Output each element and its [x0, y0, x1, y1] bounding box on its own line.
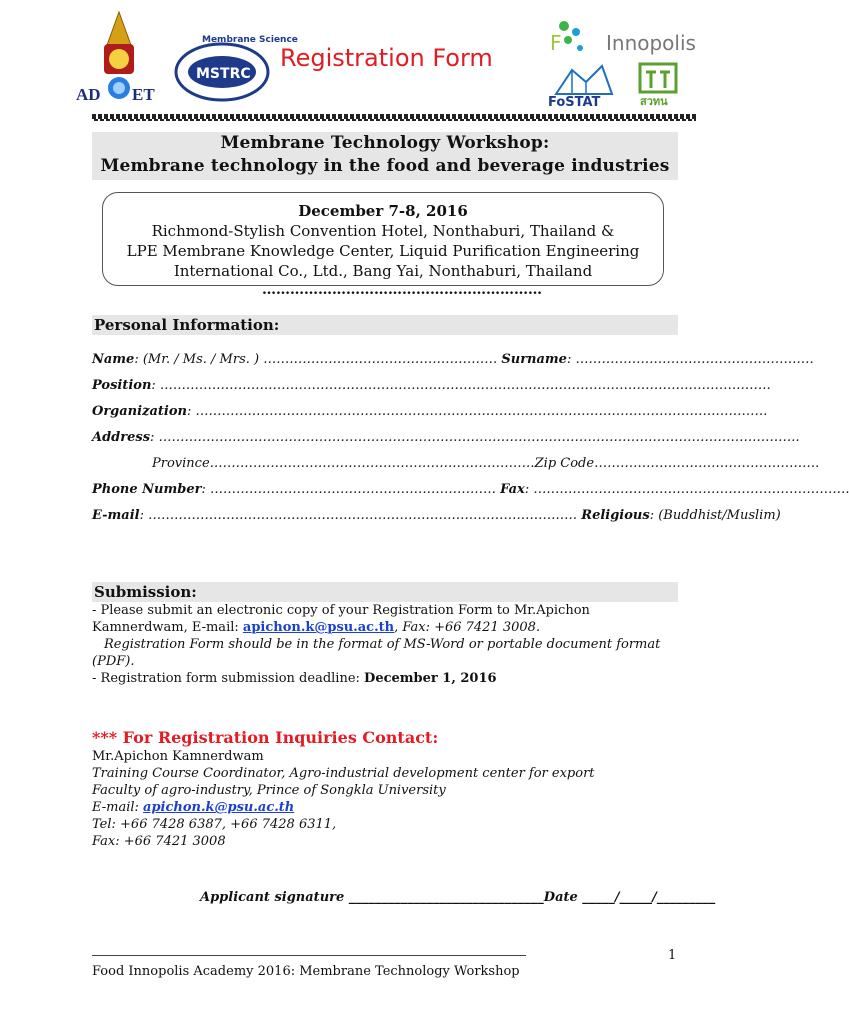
province-zip-field[interactable]: Province…………………………………………………………………Zip Code……………………………………………. [152, 456, 820, 471]
food-innopolis-logo [548, 18, 696, 62]
surname-blank[interactable]: : ………………………………………………. [566, 352, 814, 367]
submission-line2: Registration Form should be in the format of MS-Word or portable document format [104, 637, 661, 652]
phone-fax-field[interactable] [92, 482, 849, 497]
organization-label: Organization [92, 404, 187, 419]
fostat-logo [546, 64, 620, 108]
logo-text-ad: AD [76, 85, 101, 104]
contact-name: Mr.Apichon Kamnerdwam [92, 749, 264, 764]
venue-line3: International Co., Ltd., Bang Yai, Nonthaburi, Thailand [173, 262, 593, 280]
fax-blank[interactable]: : ………………………………………………………………. [524, 482, 849, 497]
email-label: E-mail [92, 508, 140, 523]
signature-label: Applicant signature [200, 890, 349, 905]
fax-label: Fax [500, 482, 525, 497]
submission-deadline-line: - Registration form submission deadline: December 1, 2016 [92, 671, 497, 686]
stdc-text: สวทน [640, 95, 668, 108]
mstrc-text: MSTRC [196, 66, 251, 82]
fostat-text: FoSTAT [548, 95, 601, 110]
fi-prefix: F [550, 31, 562, 55]
workshop-title-band [92, 132, 678, 180]
contact-tel: Tel: +66 7428 6387, +66 7428 6311, [92, 817, 337, 832]
footer-text: Food Innopolis Academy 2016: Membrane Technology Workshop [92, 964, 520, 979]
date-label: Date [543, 890, 583, 905]
header-divider-2 [92, 119, 696, 121]
submission-text [92, 602, 678, 687]
stdc-logo [638, 62, 678, 108]
mstrc-arc-text: Membrane Science [202, 35, 298, 45]
submission-line3: (PDF). [92, 654, 135, 669]
phone-label: Phone Number [92, 482, 202, 497]
organization-field[interactable] [92, 404, 767, 419]
signature-blank[interactable]: ______________________________ [348, 890, 544, 905]
workshop-title-line1: Membrane Technology Workshop: [220, 133, 550, 153]
name-blank[interactable]: : (Mr. / Ms. / Mrs. ) ……………………………………………… [134, 352, 502, 367]
contact-fax: Fax: +66 7421 3008 [92, 834, 226, 849]
submission-email-link[interactable]: apichon.k@psu.ac.th [242, 620, 395, 635]
contact-details [92, 748, 595, 850]
venue-dots: …………………………………………………… [262, 282, 542, 298]
organization-blank[interactable]: : …………………………………………………………………………………………………………………… [186, 404, 768, 419]
submission-line1: Kamnerdwam, E-mail: apichon.k@psu.ac.th, Fax: +66 7421 3008. [92, 620, 541, 635]
page-number: 1 [668, 948, 677, 963]
position-blank[interactable]: : …………………………………………………………………………………………………………………………… [151, 378, 771, 393]
contact-heading: *** For Registration Inquiries Contact: [92, 728, 439, 747]
address-blank[interactable]: : …………………………………………………………………………………………………………………………………. [150, 430, 800, 445]
form-title: Registration Form [280, 44, 493, 72]
logo-text-et: ET [132, 85, 155, 104]
signature-date-line[interactable] [200, 890, 715, 905]
submission-line1a: - Please submit an electronic copy of your Registration Form to Mr.Apichon [92, 603, 590, 618]
email-religious-field[interactable] [92, 508, 781, 523]
date-venue-box [102, 192, 664, 286]
surname-label: Surname [501, 352, 567, 367]
address-field[interactable] [92, 430, 800, 445]
venue-line1: Richmond-Stylish Convention Hotel, Nonthaburi, Thailand & [151, 222, 615, 240]
contact-faculty: Faculty of agro-industry, Prince of Songkla University [92, 783, 446, 798]
submission-heading: Submission: [92, 582, 678, 602]
position-field[interactable] [92, 378, 771, 393]
venue-line2: LPE Membrane Knowledge Center, Liquid Purification Engineering [126, 242, 640, 260]
submission-deadline: December 1, 2016 [364, 671, 497, 686]
email-blank[interactable]: : ……………………………………………………………………………………… [139, 508, 582, 523]
adicet-logo [74, 8, 164, 108]
workshop-date: December 7-8, 2016 [298, 202, 468, 220]
position-label: Position [92, 378, 152, 393]
workshop-title-line2: Membrane technology in the food and beverage industries [100, 156, 670, 176]
religious-label: Religious [581, 508, 650, 523]
footer-rule [92, 955, 526, 956]
contact-email-link[interactable]: apichon.k@psu.ac.th [143, 800, 295, 815]
mstrc-logo [168, 30, 298, 108]
contact-email-line: E-mail: apichon.k@psu.ac.th [92, 800, 295, 815]
contact-role: Training Course Coordinator, Agro-industrial development center for export [92, 766, 595, 781]
name-label: Name [92, 352, 135, 367]
address-label: Address [92, 430, 151, 445]
name-field[interactable] [92, 352, 814, 367]
personal-info-heading: Personal Information: [92, 315, 678, 335]
date-blank[interactable]: _____/_____/_________ [582, 890, 716, 905]
religious-options[interactable]: : (Buddhist/Muslim) [649, 508, 781, 523]
phone-blank[interactable]: : ………………………………………………………… [201, 482, 501, 497]
fi-text: Innopolis [606, 31, 696, 55]
